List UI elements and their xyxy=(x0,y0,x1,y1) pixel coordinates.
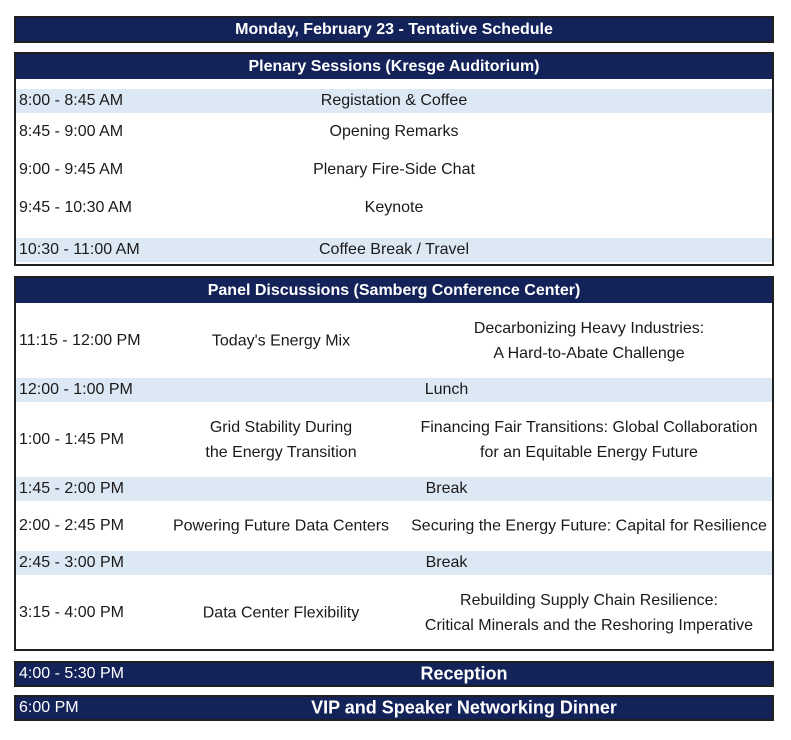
row-event: Lunch xyxy=(424,381,469,398)
panel-topic-a xyxy=(171,600,391,625)
reception-bar xyxy=(14,661,774,687)
row-event: Keynote xyxy=(364,199,424,216)
topic-line: the Energy Transition xyxy=(205,443,357,461)
row-time: 8:45 - 9:00 AM xyxy=(19,123,124,140)
schedule-title-bar xyxy=(14,16,774,43)
panels-heading: Panel Discussions (Samberg Conference Center) xyxy=(207,282,581,299)
table-row xyxy=(16,151,772,189)
schedule-title: Monday, February 23 - Tentative Schedule xyxy=(235,21,553,38)
row-time: 3:15 - 4:00 PM xyxy=(19,603,124,621)
table-row xyxy=(16,303,772,378)
table-row xyxy=(16,378,772,402)
table-row xyxy=(16,189,772,227)
row-time: 1:45 - 2:00 PM xyxy=(19,480,124,497)
panels-section xyxy=(14,276,774,651)
row-event: Coffee Break / Travel xyxy=(319,241,469,258)
row-time: 8:00 - 8:45 AM xyxy=(19,92,124,109)
row-event: Opening Remarks xyxy=(329,123,459,140)
row-time: 2:45 - 3:00 PM xyxy=(19,554,124,571)
dinner-bar xyxy=(14,695,774,721)
topic-line: Powering Future Data Centers xyxy=(172,517,390,535)
row-event: Plenary Fire-Side Chat xyxy=(313,161,475,178)
panel-topic-b xyxy=(406,514,772,539)
plenary-section xyxy=(14,52,774,266)
table-row xyxy=(16,575,772,650)
table-row xyxy=(16,551,772,575)
panels-heading-bar xyxy=(16,278,772,303)
table-row xyxy=(16,501,772,551)
table-row xyxy=(16,477,772,501)
table-row xyxy=(16,402,772,477)
row-time: 9:00 - 9:45 AM xyxy=(19,161,124,178)
topic-line: Data Center Flexibility xyxy=(202,604,360,621)
topic-line: Grid Stability During xyxy=(209,418,353,436)
topic-line: Critical Minerals and the Reshoring Imperative xyxy=(424,616,754,634)
topic-line: Securing the Energy Future: Capital for Resilience xyxy=(411,517,767,535)
plenary-heading-bar xyxy=(16,54,772,79)
panel-topic-a xyxy=(171,328,391,353)
row-time: 11:15 - 12:00 PM xyxy=(19,331,141,349)
row-time: 1:00 - 1:45 PM xyxy=(19,430,124,448)
panel-topic-b xyxy=(406,415,772,465)
topic-line: Rebuilding Supply Chain Resilience: xyxy=(460,591,718,609)
topic-line: A Hard-to-Abate Challenge xyxy=(493,344,685,362)
table-row xyxy=(16,238,772,262)
panel-topic-b xyxy=(406,316,772,366)
row-event: VIP and Speaker Networking Dinner xyxy=(311,697,617,718)
row-time: 12:00 - 1:00 PM xyxy=(19,381,133,398)
panel-topic-a xyxy=(171,415,391,465)
table-row xyxy=(16,113,772,151)
row-event: Break xyxy=(425,554,468,571)
topic-line: Financing Fair Transitions: Global Collaboration xyxy=(420,418,758,436)
row-event: Reception xyxy=(420,663,508,684)
row-time: 9:45 - 10:30 AM xyxy=(19,199,132,216)
row-event: Break xyxy=(425,480,468,497)
row-time: 6:00 PM xyxy=(19,699,79,716)
row-time: 4:00 - 5:30 PM xyxy=(19,665,124,682)
row-event: Registation & Coffee xyxy=(320,92,468,109)
panel-topic-a xyxy=(171,514,391,539)
topic-line: for an Equitable Energy Future xyxy=(480,443,698,461)
topic-line: Decarbonizing Heavy Industries: xyxy=(473,319,705,337)
row-time: 2:00 - 2:45 PM xyxy=(19,517,124,534)
panel-topic-b xyxy=(406,588,772,638)
table-row xyxy=(16,89,772,113)
plenary-heading: Plenary Sessions (Kresge Auditorium) xyxy=(248,58,540,75)
topic-line: Today's Energy Mix xyxy=(211,332,351,349)
row-time: 10:30 - 11:00 AM xyxy=(19,241,140,258)
